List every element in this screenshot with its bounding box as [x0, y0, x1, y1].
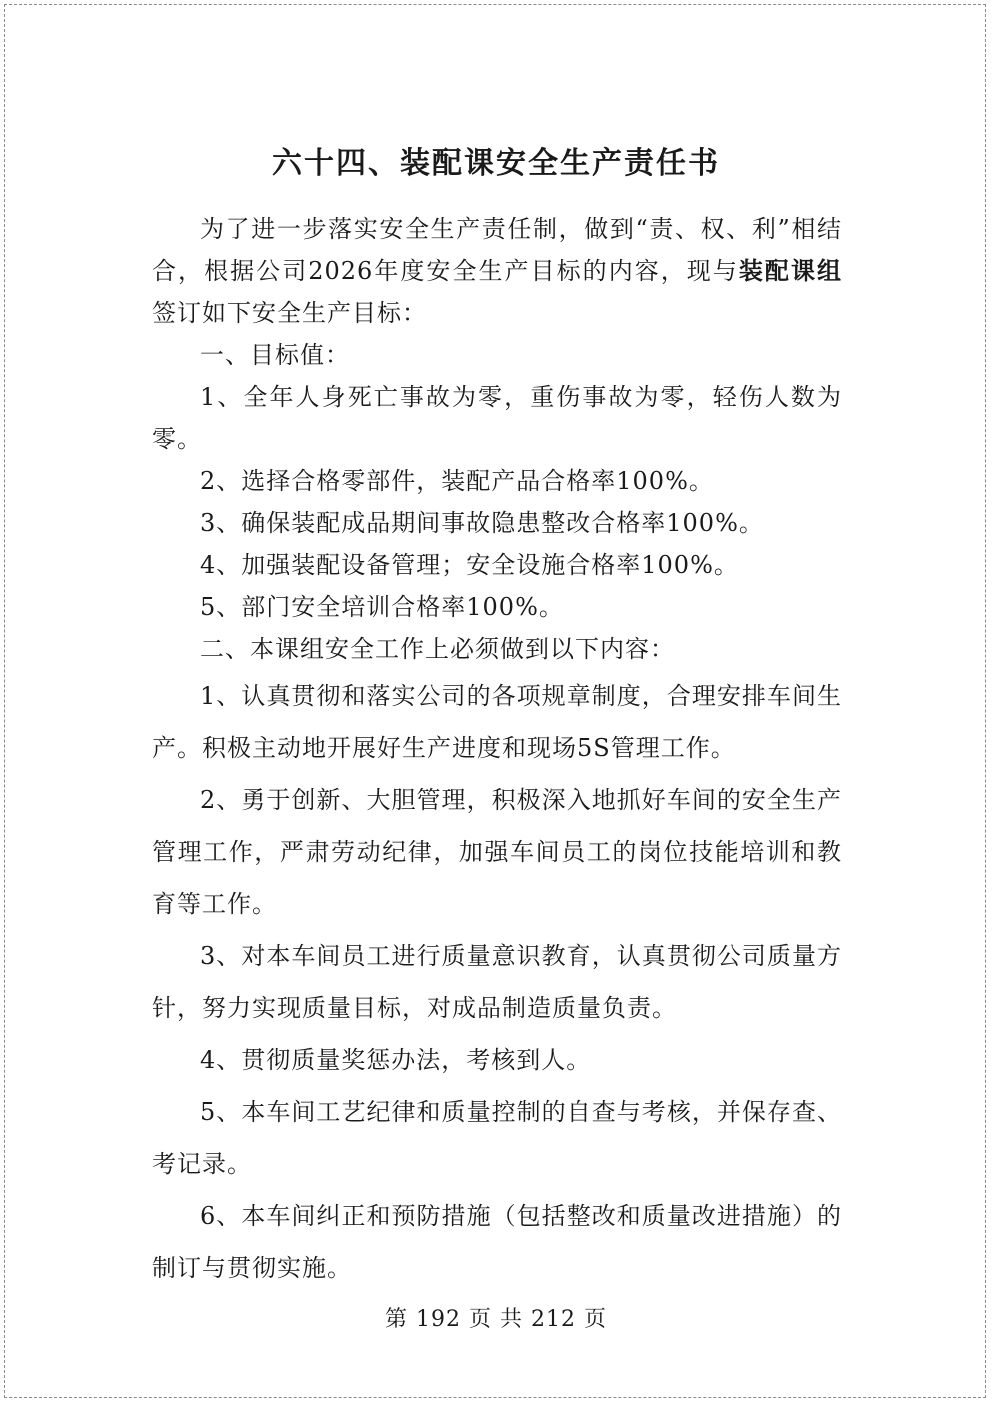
duty-item-5: 5、本车间工艺纪律和质量控制的自查与考核，并保存查、考记录。: [152, 1098, 842, 1178]
intro-text-before: 为了进一步落实安全生产责任制，做到“责、权、利”相结合，根据公司2026年度安全生产目标的内容，现与: [152, 215, 842, 285]
intro-party-name: 装配课组: [738, 256, 843, 285]
target-item-4: 4、加强装配设备管理；安全设施合格率100%。: [200, 551, 739, 579]
section2-heading: 二、本课组安全工作上必须做到以下内容：: [200, 635, 675, 663]
intro-text-after: 签订如下安全生产目标：: [152, 299, 427, 327]
duty-item-4: 4、贯彻质量奖惩办法，考核到人。: [200, 1046, 592, 1074]
document-title: 六十四、装配课安全生产责任书: [272, 146, 720, 181]
duty-item-1: 1、认真贯彻和落实公司的各项规章制度，合理安排车间生产。积极主动地开展好生产进度和现场5S管理工作。: [152, 682, 842, 762]
target-item-3: 3、确保装配成品期间事故隐患整改合格率100%。: [200, 509, 764, 537]
duty-item-2: 2、勇于创新、大胆管理，积极深入地抓好车间的安全生产管理工作，严肃劳动纪律，加强车间员工的岗位技能培训和教育等工作。: [152, 786, 842, 918]
target-item-2: 2、选择合格零部件，装配产品合格率100%。: [200, 467, 714, 495]
document-body: [152, 208, 842, 1294]
duty-item-3: 3、对本车间员工进行质量意识教育，认真贯彻公司质量方针，努力实现质量目标，对成品制造质量负责。: [152, 942, 842, 1022]
target-item-1: 1、全年人身死亡事故为零，重伤事故为零，轻伤人数为零。: [152, 383, 842, 453]
duty-item-6: 6、本车间纠正和预防措施（包括整改和质量改进措施）的制订与贯彻实施。: [152, 1202, 842, 1282]
intro-paragraph: [152, 208, 842, 334]
target-item-5: 5、部门安全培训合格率100%。: [200, 593, 564, 621]
section1-heading: 一、目标值：: [200, 341, 350, 369]
page-number: 第 192 页 共 212 页: [385, 1307, 607, 1332]
